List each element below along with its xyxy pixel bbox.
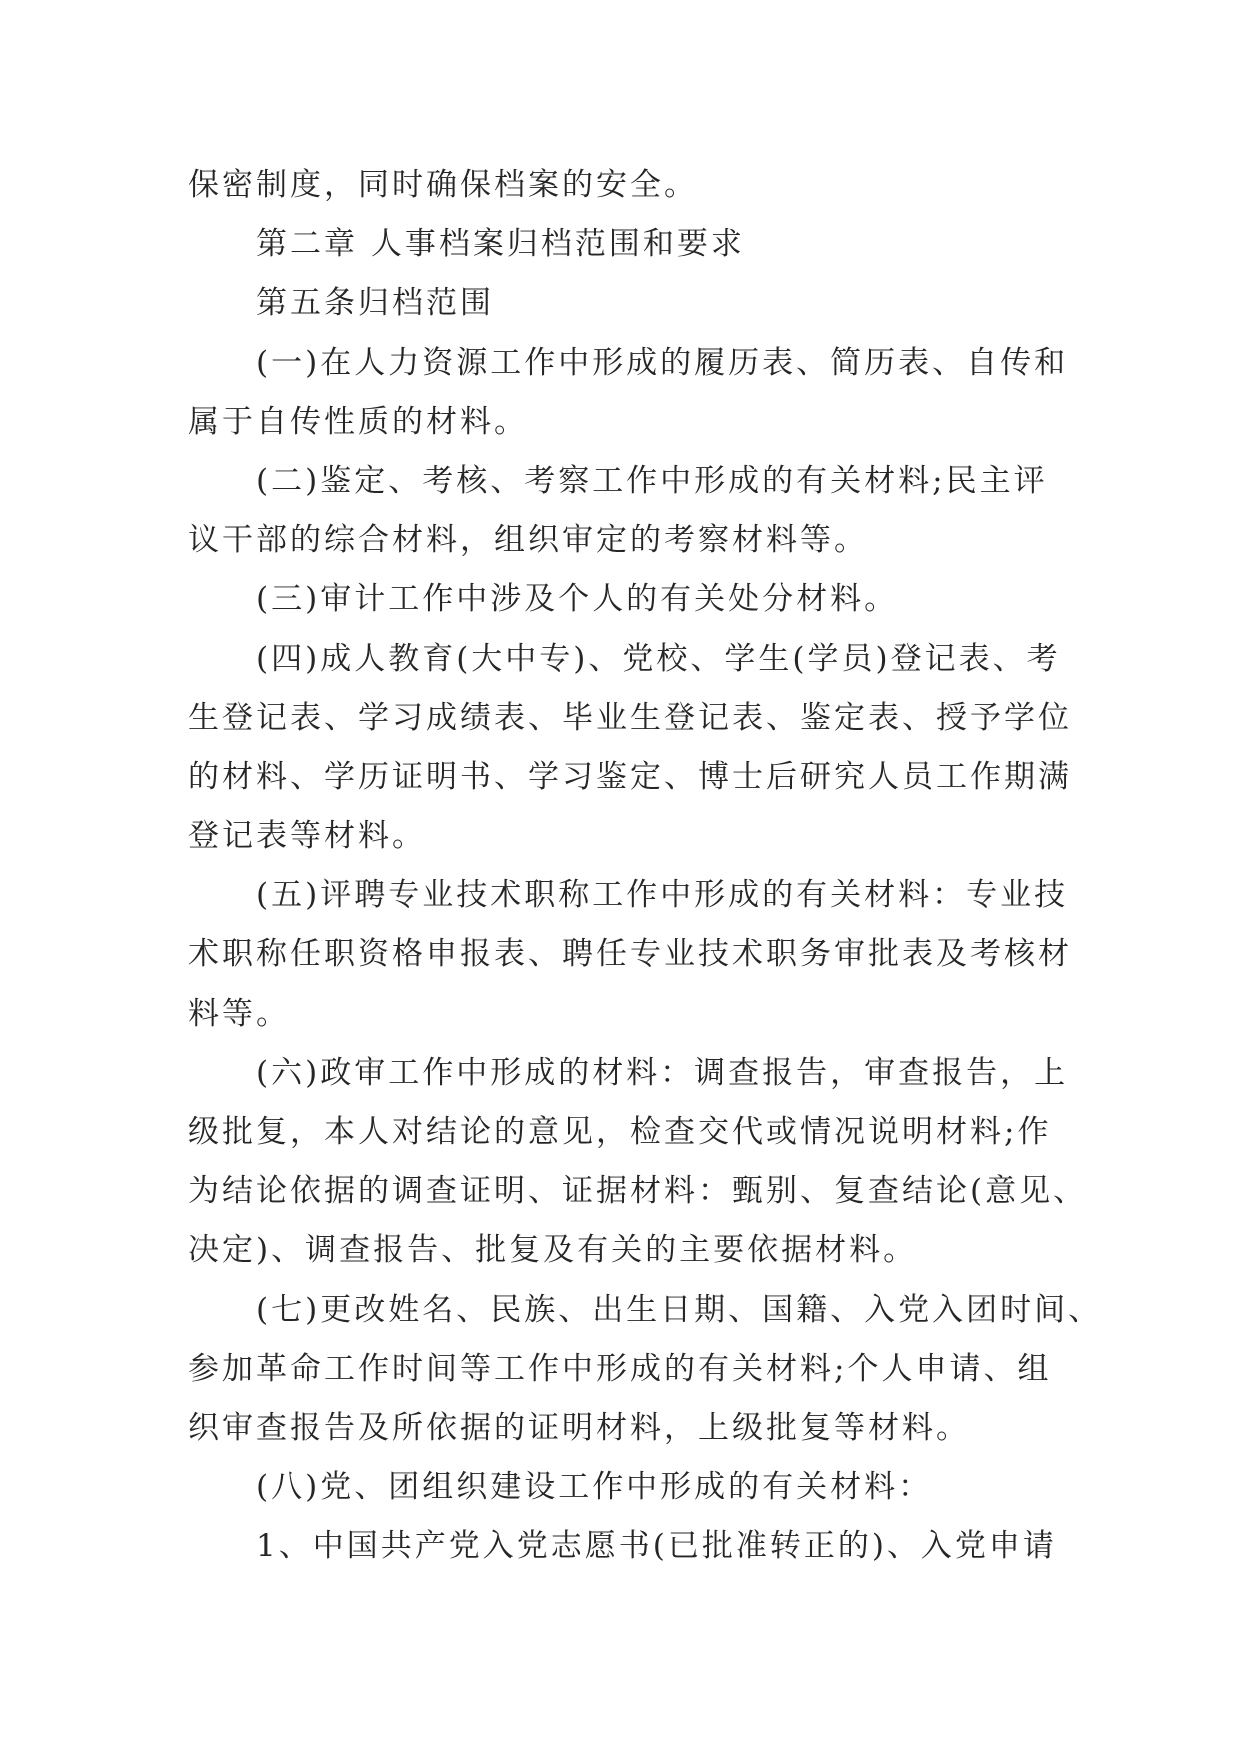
text-line: (七)更改姓名、民族、出生日期、国籍、入党入团时间、	[256, 1291, 1103, 1328]
text-line: 第五条归档范围	[256, 285, 494, 322]
text-line: 决定)、调查报告、批复及有关的主要依据材料。	[188, 1232, 918, 1269]
text-line: (五)评聘专业技术职称工作中形成的有关材料：专业技	[256, 877, 1069, 914]
text-line: 属于自传性质的材料。	[188, 403, 528, 440]
text-line: (一)在人力资源工作中形成的履历表、简历表、自传和	[256, 344, 1069, 381]
text-line: (六)政审工作中形成的材料：调查报告，审查报告，上	[256, 1054, 1069, 1091]
text-line: 保密制度，同时确保档案的安全。	[188, 167, 698, 203]
text-line: 术职称任职资格申报表、聘任专业技术职务审批表及考核材	[188, 936, 1072, 973]
text-line: (三)审计工作中涉及个人的有关处分材料。	[256, 581, 899, 618]
text-line: 织审查报告及所依据的证明材料，上级批复等材料。	[188, 1409, 970, 1446]
text-line: 1、中国共产党入党志愿书(已批准转正的)、入党申请	[256, 1528, 1057, 1565]
text-line: 第二章 人事档案归档范围和要求	[256, 226, 745, 263]
document-body	[188, 156, 1103, 1577]
text-line: 为结论依据的调查证明、证据材料：甄别、复查结论(意见、	[188, 1173, 1088, 1210]
text-line: 登记表等材料。	[188, 818, 426, 855]
text-line: 的材料、学历证明书、学习鉴定、博士后研究人员工作期满	[188, 758, 1072, 795]
text-line: 参加革命工作时间等工作中形成的有关材料;个人申请、组	[188, 1350, 1052, 1387]
text-line: (四)成人教育(大中专)、党校、学生(学员)登记表、考	[256, 640, 1061, 677]
text-line: 议干部的综合材料，组织审定的考察材料等。	[188, 522, 868, 559]
text-line: (二)鉴定、考核、考察工作中形成的有关材料;民主评	[256, 462, 1048, 499]
text-line: 生登记表、学习成绩表、毕业生登记表、鉴定表、授予学位	[188, 699, 1072, 736]
text-line: 料等。	[188, 995, 290, 1032]
text-line: 级批复，本人对结论的意见，检查交代或情况说明材料;作	[188, 1114, 1052, 1150]
text-line: (八)党、团组织建设工作中形成的有关材料：	[256, 1469, 933, 1506]
